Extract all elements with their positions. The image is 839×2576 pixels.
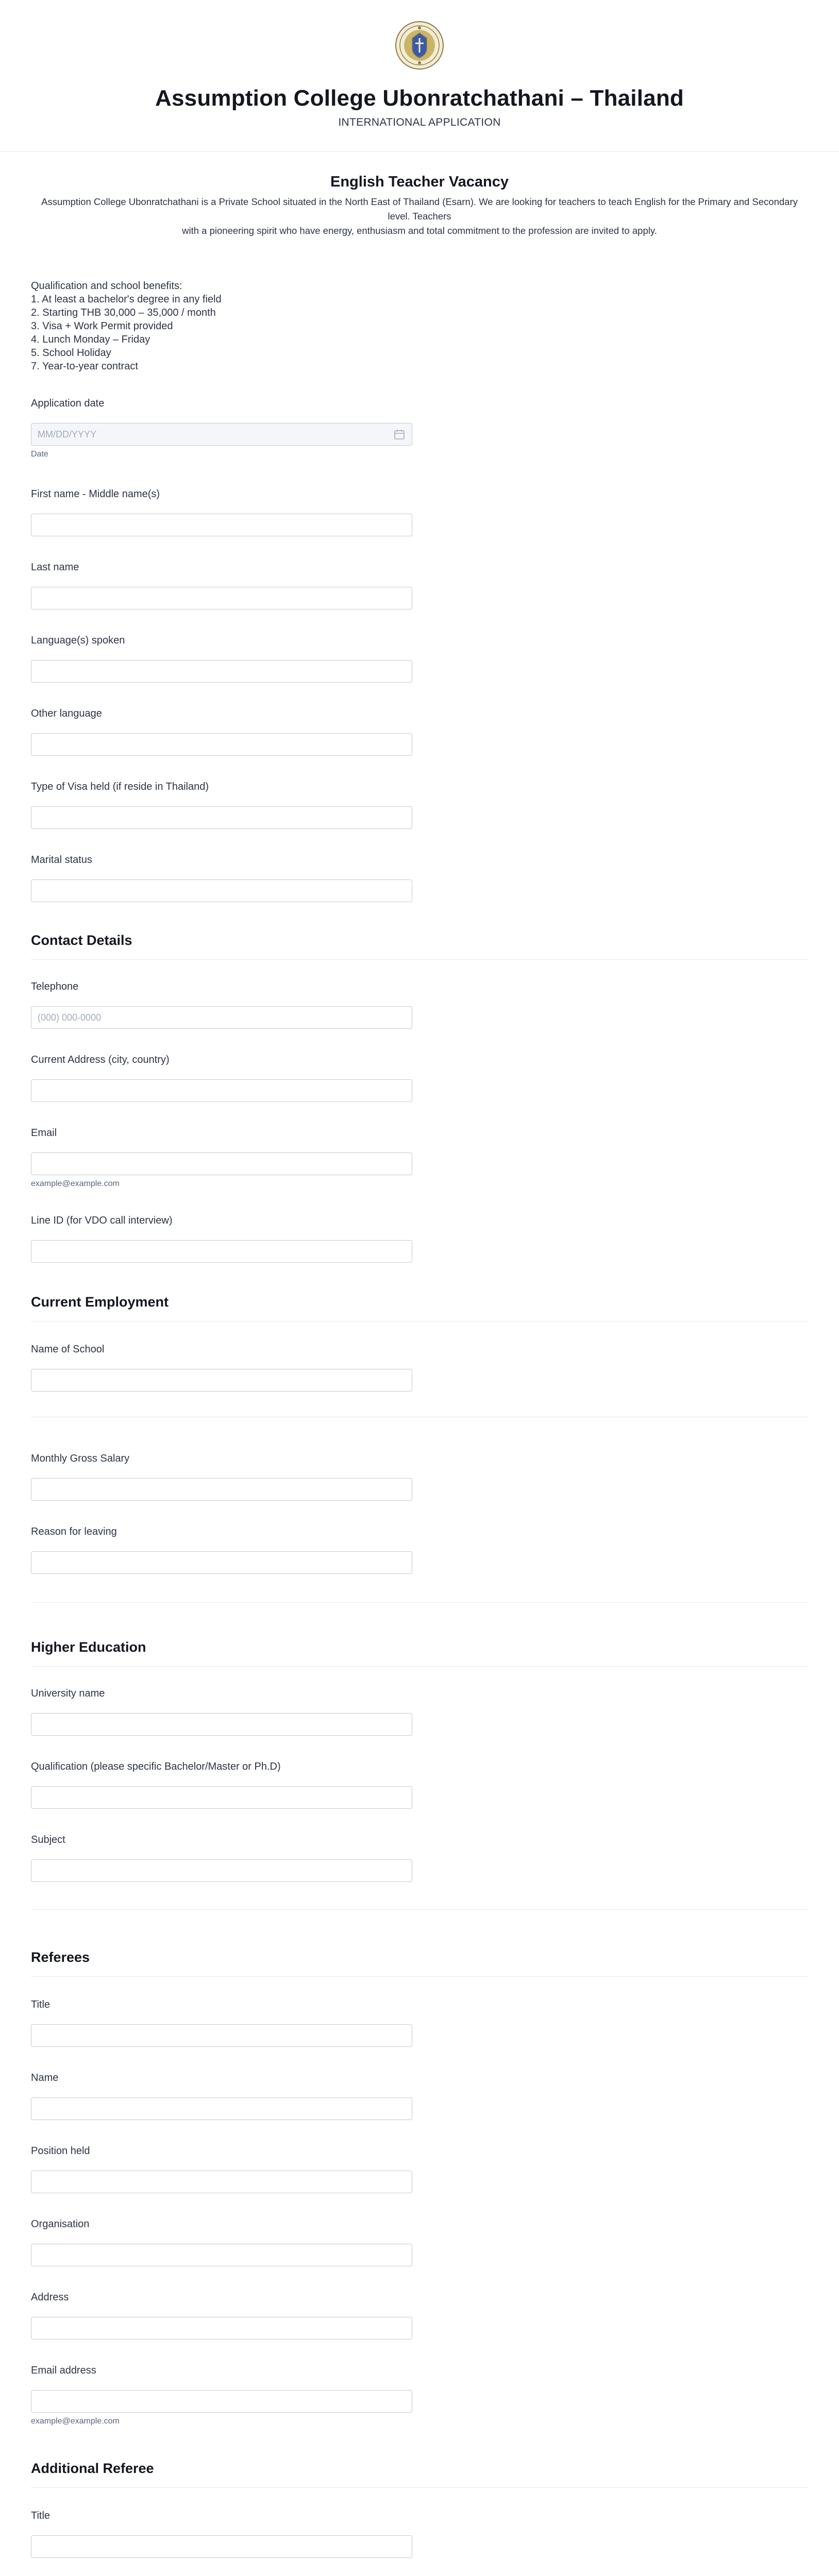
current-address-field [31, 1054, 412, 1102]
qualification-field [31, 1761, 412, 1809]
benefit-item: 1. At least a bachelor's degree in any field [31, 294, 222, 305]
qualification-input[interactable] [31, 1786, 412, 1809]
education-section-title: Higher Education [31, 1639, 146, 1655]
email-input[interactable] [31, 1153, 412, 1175]
ref-address-label: Address [31, 2292, 69, 2303]
section-divider [31, 1976, 808, 1977]
subject-field [31, 1834, 412, 1882]
ref-organisation-field [31, 2218, 412, 2266]
additional-referee-section-title: Additional Referee [31, 2461, 154, 2476]
ref-position-field [31, 2145, 412, 2193]
visa-type-input[interactable] [31, 806, 412, 829]
section-divider [31, 1909, 808, 1910]
last-name-field [31, 562, 412, 609]
benefit-item: 5. School Holiday [31, 347, 111, 359]
referees-section-header [31, 1950, 90, 1965]
reason-leaving-input[interactable] [31, 1551, 412, 1574]
page-title: Assumption College Ubonratchathani – Thailand [155, 86, 684, 111]
ref-position-input[interactable] [31, 2171, 412, 2193]
school-name-label: Name of School [31, 1344, 105, 1355]
gross-salary-field [31, 1453, 412, 1501]
reason-leaving-field [31, 1526, 412, 1574]
email-label: Email [31, 1127, 57, 1139]
telephone-label: Telephone [31, 981, 79, 992]
ref-address-field [31, 2292, 412, 2340]
aref-title-input[interactable] [31, 2535, 412, 2558]
vacancy-description [31, 195, 808, 238]
form-header [0, 0, 839, 152]
calendar-icon[interactable] [394, 429, 405, 440]
email-sublabel: example@example.com [31, 1179, 120, 1188]
referees-section-title: Referees [31, 1950, 90, 1965]
benefit-item: 2. Starting THB 30,000 – 35,000 / month [31, 307, 216, 318]
current-address-label: Current Address (city, country) [31, 1054, 170, 1065]
ref-title-label: Title [31, 1999, 51, 2010]
other-language-field [31, 708, 412, 756]
telephone-input[interactable] [31, 1006, 412, 1029]
marital-status-label: Marital status [31, 854, 92, 866]
page-subtitle: INTERNATIONAL APPLICATION [338, 116, 501, 128]
telephone-field [31, 981, 412, 1029]
subject-label: Subject [31, 1834, 65, 1845]
other-language-label: Other language [31, 708, 102, 719]
education-section-header [31, 1639, 146, 1655]
application-date-field [31, 398, 412, 459]
last-name-input[interactable] [31, 587, 412, 609]
gross-salary-input[interactable] [31, 1478, 412, 1501]
section-divider [31, 1666, 808, 1667]
university-name-field [31, 1688, 412, 1736]
aref-title-field [31, 2510, 412, 2558]
visa-type-label: Type of Visa held (if reside in Thailand) [31, 781, 209, 792]
university-name-input[interactable] [31, 1713, 412, 1736]
additional-referee-section-header [31, 2461, 154, 2477]
first-name-input[interactable] [31, 514, 412, 536]
last-name-label: Last name [31, 562, 79, 573]
aref-title-label: Title [31, 2510, 51, 2521]
application-date-wrap [31, 423, 412, 446]
line-id-input[interactable] [31, 1240, 412, 1263]
vacancy-desc-line: with a pioneering spirit who have energy, enthusiasm and total commitment to the profession are invited to apply. [182, 225, 657, 236]
ref-address-input[interactable] [31, 2317, 412, 2340]
application-date-sublabel: Date [31, 450, 48, 459]
ref-email-field [31, 2365, 412, 2426]
languages-field [31, 635, 412, 683]
ref-email-sublabel: example@example.com [31, 2417, 120, 2426]
form-content [0, 174, 839, 373]
benefits-heading: Qualification and school benefits: [31, 280, 182, 292]
reason-leaving-label: Reason for leaving [31, 1526, 117, 1537]
benefit-item: 4. Lunch Monday – Friday [31, 334, 150, 345]
benefit-item: 3. Visa + Work Permit provided [31, 320, 173, 332]
subject-input[interactable] [31, 1859, 412, 1882]
languages-input[interactable] [31, 660, 412, 683]
gross-salary-label: Monthly Gross Salary [31, 1453, 130, 1464]
first-name-field [31, 488, 412, 536]
section-divider [31, 2487, 808, 2488]
ref-organisation-input[interactable] [31, 2244, 412, 2266]
email-field [31, 1127, 412, 1189]
application-date-input[interactable] [31, 423, 412, 446]
school-name-field [31, 1344, 412, 1392]
school-name-input[interactable] [31, 1369, 412, 1392]
ref-organisation-label: Organisation [31, 2218, 90, 2230]
contact-section-title: Contact Details [31, 933, 132, 948]
ref-name-field [31, 2072, 412, 2120]
ref-name-label: Name [31, 2072, 59, 2083]
line-id-label: Line ID (for VDO call interview) [31, 1215, 173, 1226]
vacancy-desc-line: Assumption College Ubonratchathani is a Private School situated in the North East of Thailand (Esarn). We are looking for teachers to teach English for the Primary and Secondary level. Teachers [41, 196, 798, 222]
other-language-input[interactable] [31, 733, 412, 756]
benefit-item: 7. Year-to-year contract [31, 361, 138, 372]
university-name-label: University name [31, 1688, 105, 1699]
ref-email-label: Email address [31, 2365, 96, 2376]
ref-email-input[interactable] [31, 2390, 412, 2413]
employment-section-title: Current Employment [31, 1294, 169, 1310]
application-date-label: Application date [31, 398, 105, 409]
first-name-label: First name - Middle name(s) [31, 488, 160, 500]
contact-section-header [31, 933, 132, 948]
section-divider [31, 959, 808, 960]
qualification-label: Qualification (please specific Bachelor/Master or Ph.D) [31, 1761, 281, 1772]
ref-title-field [31, 1999, 412, 2047]
school-logo [395, 21, 444, 70]
marital-status-field [31, 854, 412, 902]
ref-position-label: Position held [31, 2145, 90, 2157]
line-id-field [31, 1215, 412, 1263]
employment-section-header [31, 1294, 169, 1310]
marital-status-input[interactable] [31, 879, 412, 902]
visa-type-field [31, 781, 412, 829]
current-address-input[interactable] [31, 1079, 412, 1102]
languages-label: Language(s) spoken [31, 635, 125, 646]
ref-name-input[interactable] [31, 2097, 412, 2120]
section-divider [31, 1602, 808, 1603]
benefits-list [31, 279, 808, 373]
ref-title-input[interactable] [31, 2024, 412, 2047]
vacancy-title: English Teacher Vacancy [330, 174, 509, 190]
